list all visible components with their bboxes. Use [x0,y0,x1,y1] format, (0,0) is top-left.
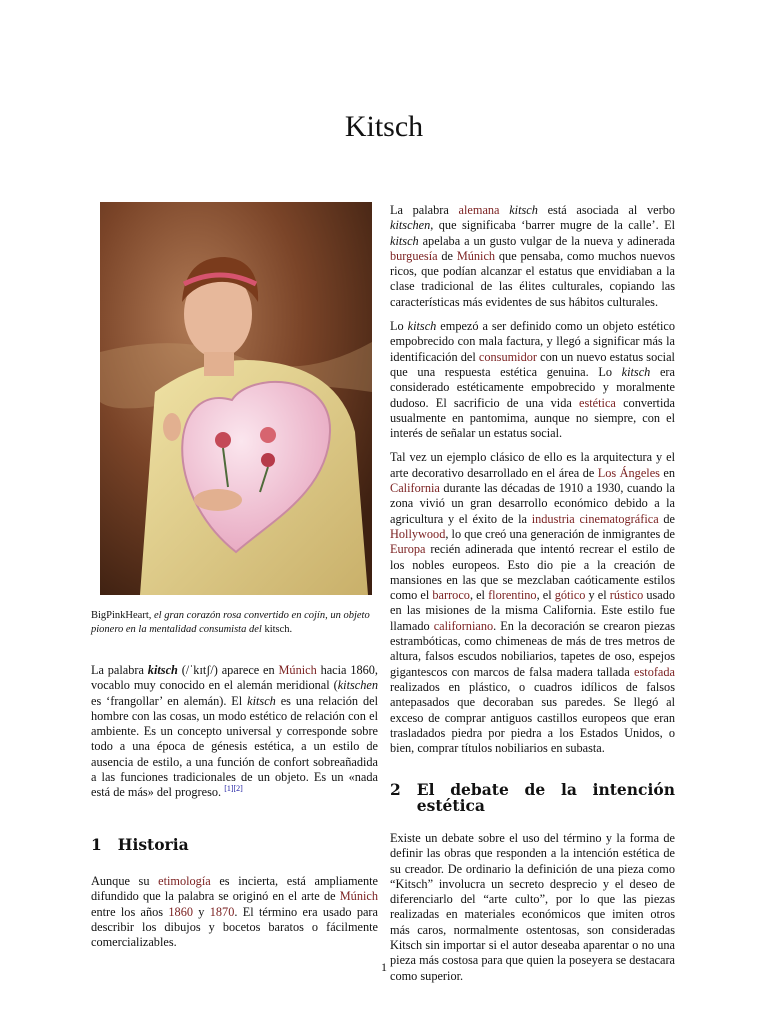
paragraph-2: Lo kitsch empezó a ser definido como un objeto estético empobrecido con mala factura, y llegó a significar más la identificación del consumidor con un nuevo estatus social que una respuesta estética genuina. Lo kitsch era considerado estéticamente empobrecido y moralmente dudoso. El sacrificio de una vida estética convertida usualmente en pantomima, aunque no siempre, con el interés de señalar un estatus social. [390,319,676,441]
caption-description: el gran corazón rosa convertido en cojín, un objeto pionero en la mentalidad consumista del [91,610,370,635]
debate-paragraph: Existe un debate sobre el uso del término y la forma de definir las obras que responden a la intención estética de su creador. De ordinario la definición de una pieza como “Kitsch” involucra un secreto desprecio y el deseo de diferenciarlo del “arte culto”, por lo que las piezas realizadas en materiales económicos que imiten otros más caros, normalmente ostentosas, son consideradas Kitsch sin importar si el autor deseaba aparentar o no una pieza más costosa para que quien la poseyera se destacara como superior. [390,830,675,983]
link-hollywood[interactable]: Hollywood [390,526,446,541]
link-californiano[interactable]: californiano [433,618,494,633]
paragraph-3: Tal vez un ejemplo clásico de ello es la arquitectura y el arte decorativo desarrollado en el área de Los Ángeles en California durante las décadas de 1910 a 1930, cuando la zona vivió un gran desarrollo económico debido a la agricultura y el éxito de la industria cinematográfica de Hollywood, lo que creó una generación de inmigrantes de Europa recién adinerada que intentó recrear el estilo de los nobles europeos. Esto dio pie a la creación de mansiones en las que se mezclaban caóticamente estilos como el barroco, el florentino, el gótico y el rústico usado en las misiones de la misma California. Este estilo fue llamado californiano. En la decoración se crearon piezas estrambóticas, como chimeneas de más de tres metros de altura, falsos escudos nobiliarios, tapetes de oso, espejos gigantescos con marcos de falsa madera tallada estofada realizados en plástico, o cuadros idílicos de falsos antepasados que decoraban sus paredes. Se llegó al exceso de comprar antiguos castillos europeos que eran trasladados piedra por piedra a los Estados Unidos, o bien, comprar títulos nobiliarios en subasta. [390,450,676,756]
link-estetica[interactable]: estética [579,395,616,410]
figure-caption [91,609,378,637]
link-florentino[interactable]: florentino [488,588,537,603]
link-1870[interactable]: 1870 [209,904,235,919]
link-consumidor[interactable]: consumidor [478,349,537,364]
right-column [390,203,675,993]
historia-paragraph: Aunque su etimología es incierta, está ampliamente difundido que la palabra se originó en el arte de Múnich entre los años 1860 y 1870. El término era usado para describir los dibujos y bocetos baratos o fácilmente comercializables. [91,873,378,950]
section-heading-debate: 2 El debate de la intención estética [390,780,675,815]
link-rustico[interactable]: rústico [609,588,644,603]
caption-name: BigPinkHeart, [91,610,152,621]
link-industria-cinematografica[interactable]: industria cinematográfica [531,511,659,526]
link-gotico[interactable]: gótico [554,588,586,603]
page-title: Kitsch [344,110,424,143]
intro-paragraph: La palabra kitsch (/ˈkɪtʃ/) aparece en Múnich hacia 1860, vocablo muy conocido en el alemán meridional (kitschen es ‘frangollar’ en alemán). El kitsch es una relación del hombre con las cosas, un modo estético de relación con el ambiente. Es un concepto universal y corresponde sobre todo a una época de génesis estética, a un estilo de ausencia de estilo, a una función de confort sobreañadida a las funciones tradicionales de un objeto. Es un «nada está de más» del progreso. [1][2] [91,663,378,800]
link-burguesia[interactable]: burguesía [390,248,438,263]
link-europa[interactable]: Europa [390,542,426,557]
page-number: 1 [381,960,387,974]
link-1860[interactable]: 1860 [168,904,193,919]
link-munich[interactable]: Múnich [278,663,317,677]
link-munich-2[interactable]: Múnich [339,889,378,904]
link-alemana[interactable]: alemana [458,203,500,217]
link-estofada[interactable]: estofada [634,664,675,679]
caption-end: kitsch. [264,624,293,635]
link-california[interactable]: California [390,481,440,496]
link-los-angeles[interactable]: Los Ángeles [597,465,660,480]
link-etimologia[interactable]: etimología [158,873,211,888]
woman-with-heart-illustration [100,202,372,595]
reference-link[interactable]: [1][2] [224,784,243,794]
link-munich-3[interactable]: Múnich [456,248,496,263]
section-heading-historia: 1 Historia [91,834,189,854]
paragraph-1: La palabra alemana kitsch está asociada al verbo kitschen, que significaba ‘barrer mugre de la calle’. El kitsch apelaba a un gusto vulgar de la nueva y adinerada burguesía de Múnich que pensaba, como muchos nuevos ricos, que podían alcanzar el estatus que envidiaban a la clase tradicional de las élites culturales, copiando las características más evidentes de sus hábitos culturales. [390,203,675,309]
left-column [91,202,378,959]
figure-image [100,202,372,595]
link-barroco[interactable]: barroco [432,588,470,603]
